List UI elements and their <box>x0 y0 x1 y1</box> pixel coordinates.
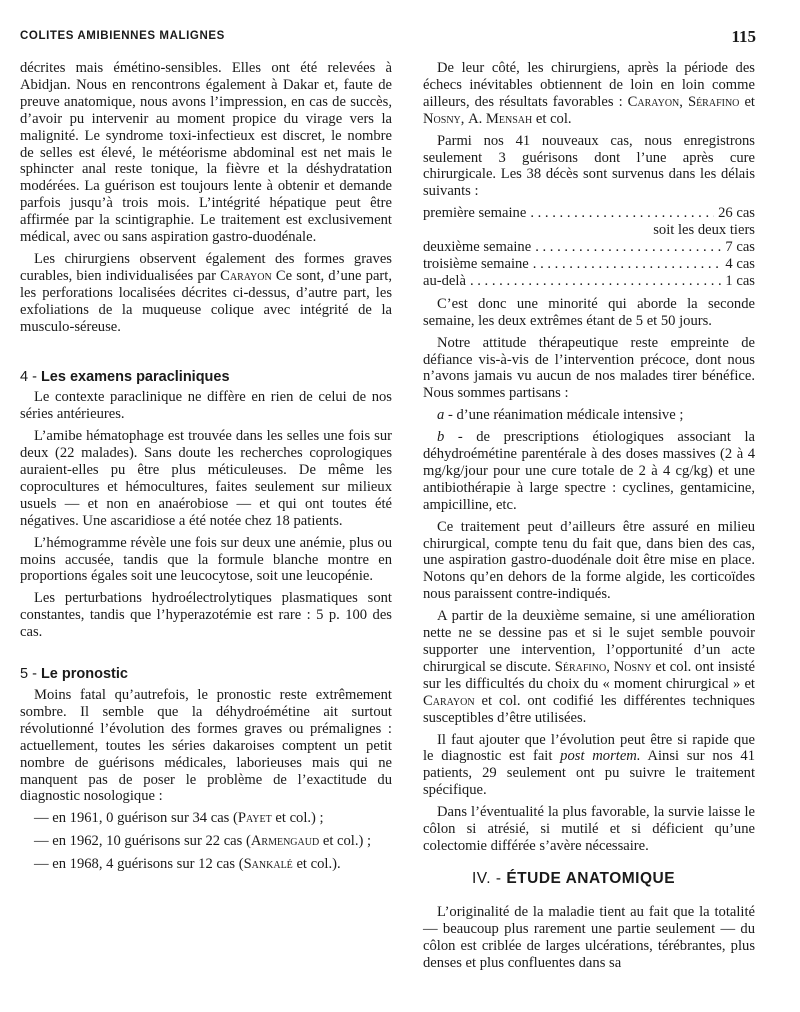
list-item-text: — en 1961, 0 guérison sur 34 cas ( <box>34 810 238 827</box>
author-name: Carayon, <box>627 93 683 110</box>
paragraph <box>423 60 755 128</box>
author-name: Carayon <box>423 692 475 709</box>
item-letter: a <box>437 407 445 424</box>
paragraph: L’originalité de la maladie tient au fait que la totalité — beaucoup plus rarement une partie seulement — du côlon est criblée de larges ulcérations, térébrantes, plus denses et plus confluentes dans sa <box>423 904 755 971</box>
leader-dots <box>533 256 722 273</box>
right-column <box>423 60 755 860</box>
paragraph <box>423 732 755 800</box>
paragraph-text: Ainsi sur nos 41 patients, 29 seulement ont pu suivre le traitement spécifique. <box>423 748 756 799</box>
list-item <box>423 273 755 290</box>
timing-value: 26 cas <box>718 205 755 222</box>
paragraph: L’amibe hématophage est trouvée dans les selles une fois sur deux (22 malades). Sans doute les recherches coprologiques auraient-elles pu être plus méticuleuses. De même les coprocultures et hémocultures, faites seulement sur milieux usuels — et non en anaérobiose — et qui ont toutes été négatives. Une ascaridiose a été notée chez 18 patients. <box>20 428 392 529</box>
timing-label: troisième semaine <box>423 255 529 272</box>
paragraph-text: Les chirurgiens observent également des formes graves curables, bien individualisées par <box>20 250 392 284</box>
paragraph: Les perturbations hydroélectrolytiques plasmatiques sont constantes, tandis que l’hyperazotémie est rare : 5 p. 100 des cas. <box>20 590 392 641</box>
list-item-note <box>423 222 755 239</box>
running-title: COLITES AMIBIENNES MALIGNES <box>20 30 225 42</box>
author-name: Carayon <box>220 267 272 284</box>
list-item-text: — en 1962, 10 guérisons sur 22 cas ( <box>34 833 251 850</box>
death-timing-list <box>423 205 755 290</box>
list-item <box>423 205 755 222</box>
list-item-text: — en 1968, 4 guérisons sur 12 cas ( <box>34 856 244 873</box>
leader-dots <box>470 273 721 290</box>
author-name: Nosny, <box>423 110 465 127</box>
paragraph: Notre attitude thérapeutique reste empreinte de défiance vis-à-vis de l’intervention précoce, dont nous n’avons jamais vu aucun de nos malades tirer bénéfice. Nous sommes partisans : <box>423 334 755 402</box>
list-item-b <box>423 429 755 514</box>
paragraph-text: Il faut ajouter que l’évolution peut être si rapide que le diagnostic est fait <box>423 731 755 765</box>
left-column <box>20 60 392 879</box>
paragraph-text: et col. ont codifié les différentes techniques susceptibles d’être utilisées. <box>423 692 755 726</box>
paragraph <box>423 608 755 726</box>
paragraph-text: et col. ont insisté sur les difficultés du choix du « moment chirurgical » et <box>423 658 755 692</box>
paragraph: C’est donc une minorité qui aborde la seconde semaine, les deux extrêmes étant de 5 et 50 jours. <box>423 295 755 329</box>
timing-label: deuxième semaine <box>423 239 532 256</box>
page-number: 115 <box>731 27 756 46</box>
section-title: Les examens paracliniques <box>40 368 230 385</box>
paragraph: Moins fatal qu’autrefois, le pronostic reste extrêmement sombre. Il semble que la déhydroémétine ait surtout révolutionné l’évolution des formes graves ou prémalignes : actuellement, toutes les séries dakaroises comptent un petit nombre de guérisons médicales, laborieuses mais qui ne manquent pas de poser le problème de l’exactitude du diagnostic nosologique : <box>20 687 392 805</box>
list-item <box>20 833 392 850</box>
list-item <box>20 856 392 873</box>
paragraph: L’hémogramme révèle une fois sur deux une anémie, plus ou moins accusée, tandis que la formule blanche montre en proportions égales soit une leucocytose, soit une leucopénie. <box>20 534 392 585</box>
section-heading-4 <box>20 369 392 386</box>
item-text: - de prescriptions étiologiques associant la déhydroémétine parentérale à des doses massives (2 à 4 mg/kg/jour pour une cure totale de 2 à 4 cg/kg) et une antibiothérapie à large spectre : cyclines, gentamicine, ampicilline, etc. <box>423 429 755 513</box>
timing-value: 7 cas <box>725 239 755 256</box>
timing-label: première semaine <box>423 205 527 222</box>
emphasis-text: post mortem. <box>560 748 641 765</box>
paragraph: décrites mais émétino-sensibles. Elles ont été relevées à Abidjan. Nous en rencontrons également à Dakar et, faute de preuve anatomique, nous avons l’impression, en cas de succès, d’avoir pu intervenir au moment propice du virage vers la malignité. Le syndrome toxi-infectieux est discret, le nombre de selles est élevé, le météorisme abdominal est net mais le sphincter anal reste tonique, la fièvre et la déshydratation modérées. La guérison est toujours lente à obtenir et demande parfois jusqu’à trois mois. L’intégrité hépatique peut être affirmée par la scintigraphie. Le traitement est exclusivement médical, avec ou sans aspiration gastro-duodénale. <box>20 60 392 246</box>
paragraph: Dans l’éventualité la plus favorable, la survie laisse le côlon si atrésié, si mutilé et si déficient qu’une colectomie différée s’avère nécessaire. <box>423 804 755 854</box>
paragraph-text: Ce sont, d’une part, les perforations localisées décrites ci-dessus, d’autre part, les exfoliations de la muqueuse colique avec intégrité de la musculo-séreuse. <box>20 267 392 335</box>
item-letter: b <box>437 429 445 446</box>
author-name: Armengaud <box>250 833 320 850</box>
author-name: Payet <box>237 810 272 827</box>
paragraph <box>20 251 392 336</box>
timing-label: au-delà <box>423 272 466 289</box>
list-item <box>20 810 392 827</box>
running-header <box>20 27 756 50</box>
author-name: Sérafino, Nosny <box>554 658 652 675</box>
author-name: Sankalé <box>243 856 293 873</box>
paragraph: Parmi nos 41 nouveaux cas, nous enregistrons seulement 3 guérisons dont l’une après cure chirurgicale. Les 38 décès sont survenus dans les délais suivants : <box>423 132 755 200</box>
list-item <box>423 256 755 273</box>
leader-dots <box>530 205 714 222</box>
paragraph: Ce traitement peut d’ailleurs être assuré en milieu chirurgical, compte tenu du fait que, dans bien des cas, une aspiration gastro-duodénale doit être mise en place. Notons qu’en dehors de la forme algide, les corticoïdes nous paraissent contre-indiqués. <box>423 518 755 603</box>
part-number: IV. - <box>472 870 502 887</box>
list-item-text: et col.) ; <box>271 810 324 827</box>
leader-dots <box>535 239 721 256</box>
paragraph-text: et col. <box>535 110 572 127</box>
section-number: 4 - <box>20 368 37 385</box>
right-column-bottom <box>423 904 755 972</box>
section-number: 5 - <box>20 666 37 683</box>
paragraph-text: A partir de la deuxième semaine, si une amélioration nette ne se dessine pas et si le sujet semble pouvoir supporter une intervention, l’opportunité d’un acte chirurgical se discute. <box>423 608 755 675</box>
paragraph-text: De leur côté, les chirurgiens, après la période des échecs inévitables obtiennent de loin en loin comme ailleurs, des résultats favorables : <box>423 60 755 110</box>
paragraph-text: et <box>744 93 755 110</box>
item-text: - d’une réanimation médicale intensive ; <box>444 407 684 424</box>
author-name: A. Mensah <box>468 110 533 127</box>
part-title: ÉTUDE ANATOMIQUE <box>506 870 676 887</box>
section-title: Le pronostic <box>40 666 128 683</box>
list-item <box>423 239 755 256</box>
author-name: Sérafino <box>687 93 740 110</box>
list-item-text: et col.) ; <box>319 833 372 850</box>
timing-value: 4 cas <box>725 255 755 272</box>
timing-note: soit les deux tiers <box>653 222 755 239</box>
section-heading-5 <box>20 666 392 683</box>
list-item-a <box>423 407 755 424</box>
list-item-text: et col.). <box>292 856 341 873</box>
timing-value: 1 cas <box>725 272 755 289</box>
paragraph: Le contexte paraclinique ne diffère en rien de celui de nos séries antérieures. <box>20 389 392 423</box>
part-heading <box>472 870 675 888</box>
series-list <box>20 810 392 873</box>
